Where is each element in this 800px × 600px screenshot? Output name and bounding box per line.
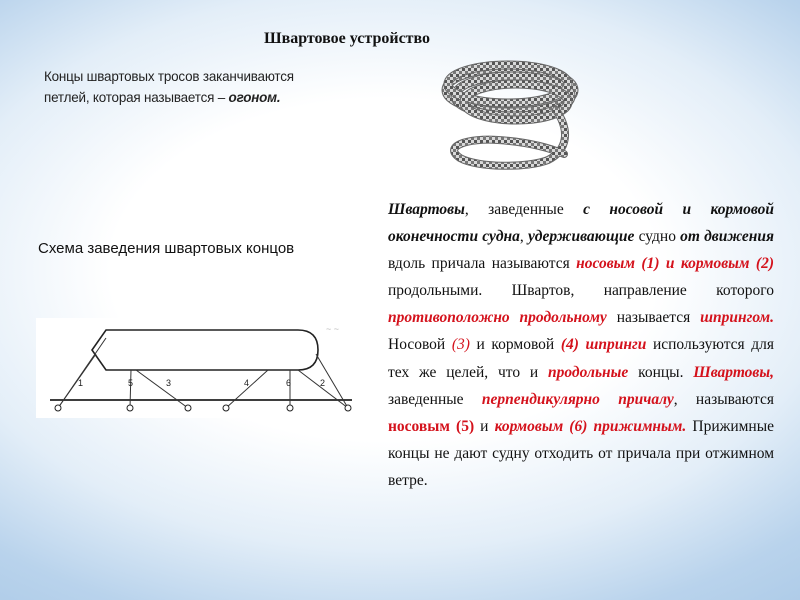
text-segment: продольными. Швартов, направление которого (388, 282, 774, 300)
text-segment: Носовой (388, 336, 452, 354)
line-label-1: 1 (78, 378, 84, 388)
bollards (55, 405, 351, 411)
line-label-5: 5 (128, 378, 134, 388)
term-perpendicular: перпендикулярно причалу (481, 390, 674, 408)
note-text: Концы швартовых тросов заканчиваются петлей, которая называется – (44, 68, 294, 105)
text-segment: , заведенные (464, 201, 584, 218)
ship-hull (92, 330, 318, 370)
line-label-3: 3 (166, 378, 172, 388)
line-label-2: 2 (320, 378, 326, 388)
mooring-rope-image (438, 50, 588, 190)
term-stern-breast: кормовым (6) прижимным. (494, 417, 687, 435)
term-spring: шпрингом. (700, 309, 774, 327)
slide-title: Швартовое устройство (264, 30, 431, 47)
mooring-scheme-diagram (36, 318, 352, 418)
line-label-6: 6 (286, 378, 292, 388)
text-segment: Прижимные концы не дают судну отходить от причала при отжимном ветре. (388, 417, 775, 489)
text-segment: вдоль причала называются (388, 255, 577, 273)
text-segment: , (519, 228, 528, 246)
term-mooring-lines-2: Швартовы, (693, 363, 774, 381)
text-segment: , называются (673, 390, 774, 408)
diagram-faded-text: ~ ~ (326, 324, 340, 334)
text-segment: заведенные (388, 390, 482, 408)
term-opposite: противоположно продольному (388, 309, 607, 327)
note-term: огоном. (228, 89, 281, 105)
term-from-movement: от движения (680, 228, 774, 246)
mooring-description (388, 196, 774, 494)
text-segment: и (474, 417, 495, 435)
text-segment: называется (606, 309, 701, 327)
term-mooring-lines: Швартовы (388, 201, 465, 218)
term-head-stern-lines: носовым (1) и кормовым (2) (576, 255, 774, 273)
term-holding: удерживающие (527, 228, 635, 246)
text-segment: используются для тех же целей, что и (388, 336, 775, 381)
term-longitudinal: продольные (548, 363, 629, 381)
scheme-label: Схема заведения швартовых концов (38, 240, 295, 257)
text-segment: судно (634, 228, 681, 246)
line-label-4: 4 (244, 378, 250, 388)
term-bow-5: носовым (5) (388, 417, 475, 435)
mooring-lines (58, 338, 348, 408)
eye-splice-note (44, 66, 342, 108)
term-bow-stern: с носовой и кормовой оконечности судна (388, 201, 774, 246)
term-springs: (4) шпринги (560, 336, 647, 354)
text-segment: и кормовой (469, 336, 561, 354)
term-3: (3) (451, 336, 470, 354)
text-segment: концы. (628, 363, 694, 381)
